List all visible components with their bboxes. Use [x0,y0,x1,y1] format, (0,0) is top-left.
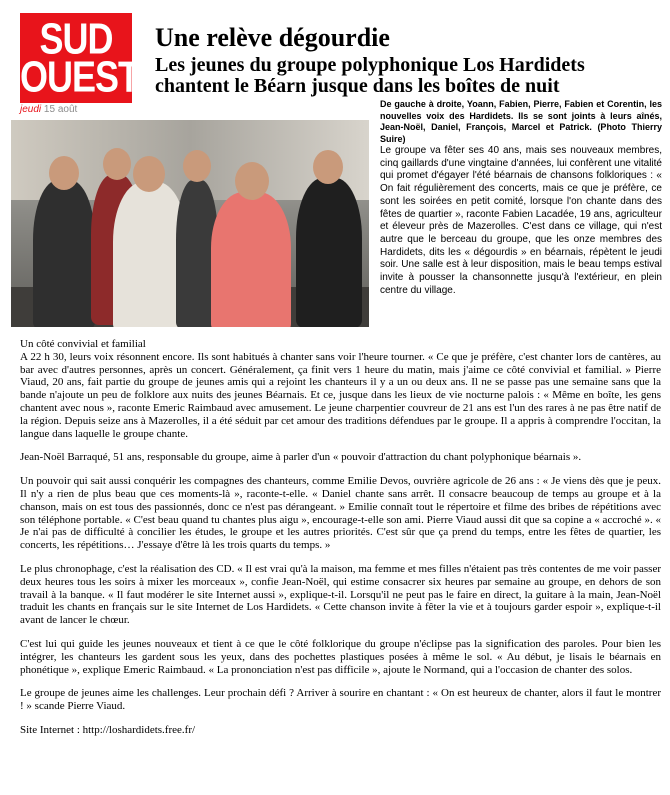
article-body [20,338,661,737]
article-paragraph: Le groupe de jeunes aime les challenges. Leur prochain défi ? Arriver à sourire en chantant : « On est heureux de chanter, alors il faut le montrer ! » scande Pierre Viaud. [20,687,661,713]
article-paragraph: Le plus chronophage, c'est la réalisation des CD. « Il est vrai qu'à la maison, ma femme et mes filles n'étaient pas très contentes de me voir passer deux heures tous les soirs à mixer les morceaux », confie Jean-Noël, qui estime consacrer six heures par semaine au groupe, en dehors de son travail à la banque. « Il faut modérer le site Internet aussi », explique-t-il. Lorsqu'il ne peut pas le faire en direct, la guitare à la main, Jean-Noël traduit les chants en français sur le site Internet de Los Hardidets. « Cette chanson invite à fêter la vie et à toujours garder espoir », explique-t-il avant de lancer le chœur. [20,562,661,627]
person-silhouette [211,192,291,327]
logo-line-1: SUD [39,13,113,63]
dateline-day: jeudi [20,104,42,115]
dateline-date: 15 août [41,104,78,115]
logo-line-2: OUEST [20,51,140,101]
article-subtitle: Les jeunes du groupe polyphonique Los Hardidets chantent le Béarn jusque dans les boîtes de nuit [155,54,585,97]
dateline [20,104,77,115]
website-link[interactable]: Site Internet : http://loshardidets.free.fr/ [20,723,196,736]
person-silhouette [33,180,95,327]
person-head [49,156,79,190]
article-title: Une relève dégourdie [155,23,390,52]
person-head [235,162,269,200]
person-head [313,150,343,184]
person-head [103,148,131,180]
article-paragraph: Un pouvoir qui sait aussi conquérir les compagnes des chanteurs, comme Emilie Devos, ouvrière agricole de 26 ans : « Je viens dès que je peux. Il n'y a rien de plus beau que ces moments-là », raconte-t-elle. « Daniel chante sans arrêt. Il consacre beaucoup de temps au groupe et à la chanson, mais on est tous des passionnés, donc ce n'est pas dérangeant. » Emilie connaît tout le répertoire et filme des bribes de répétitions avec son téléphone portable. « C'est beau quand tu chantes plus aigu », encourage-t-elle son ami. Pierre Viaud aussi dit que sa copine a « accroché ». « Je n'ai pas de difficulté à concilier les études, le groupe et les autres priorités. C'est sûr que ça prend du temps, entre les fêtes de quartier, les concerts, les répétitions… J'essaye d'être là les trois quarts du temps. » [20,475,661,552]
photo-caption: De gauche à droite, Yoann, Fabien, Pierre, Fabien et Corentin, les nouvelles voix des Hardidets. Ils se sont joints à leurs aînés, Jean-Noël, Daniel, François, Marcel et Patrick. (Photo Thierry Suire) [380,99,662,144]
article-paragraph: Jean-Noël Barraqué, 51 ans, responsable du groupe, aime à parler d'un « pouvoir d'attraction du chant polyphonique béarnais ». [20,451,582,464]
article-intro: Le groupe va fêter ses 40 ans, mais ses nouveaux membres, cinq gaillards d'une vingtaine d'années, lui confèrent une vitalité qui promet d'égayer l'été béarnais de chansons folkloriques : « On fait régulièrement des concerts, mais ce que je préfère, ce sont les soirées en petit comité, lorsque l'on chante dans des fêtes de quartier », raconte Fabien Lacadée, 19 ans, agriculteur et éleveur près de Mazerolles. C'est dans ce village, qui n'est autre que le berceau du groupe, que les onze membres des Hardidets, dits les « dégourdis » en béarnais, répètent le jeudi soir. Une salle est à leur disposition, mais le beau temps estival invite à pousser la chansonnette jusqu'à l'extérieur, en plein centre du village. [380,145,662,296]
sud-ouest-logo [20,13,140,103]
group-photo [11,120,369,327]
section-heading: Un côté convivial et familial [20,338,146,350]
person-silhouette [296,178,362,327]
article-paragraph: A 22 h 30, leurs voix résonnent encore. Ils sont habitués à chanter sans voir l'heure tourner. « Ce que je préfère, c'est chanter lors de cantères, au bar avec d'autres personnes, après un concert. Généralement, ça finit vers 1 heure du matin, mais j'aime ce côté convivial et familial. » Pierre Viaud, 20 ans, fait partie du groupe de jeunes amis qui a rejoint les chanteurs il y a un ou deux ans. Il ne se passe pas une semaine sans que la bande n'ajoute un peu de folklore aux nuits des jeunes Béarnais. Et ce, jusque dans les lieux de vie nocturne palois : « Même en boîte, les gens chantent avec nous », raconte Emeric Raimbaud avec amusement. Le jeune charpentier couvreur de 21 ans est l'un des rares à ne pas être natif de la région. Depuis seize ans à Mazerolles, il a été séduit par cet amour des traditions défendues par le groupe. Il a appris à comprendre l'occitan, la langue dans laquelle le groupe chante. [20,350,661,440]
article-paragraph: C'est lui qui guide les jeunes nouveaux et tient à ce que le côté folklorique du groupe n'éclipse pas la signification des paroles. Pour bien les intégrer, les chanteurs les gardent sous les yeux, dans des pochettes plastiques posées à même le sol. « Au début, je lisais le béarnais en phonétique », explique Emeric Raimbaud. « La prononciation n'est pas difficile », ajoute le Normand, qui a l'occasion de chanter des solos. [20,637,661,676]
person-head [133,156,165,192]
person-head [183,150,211,182]
